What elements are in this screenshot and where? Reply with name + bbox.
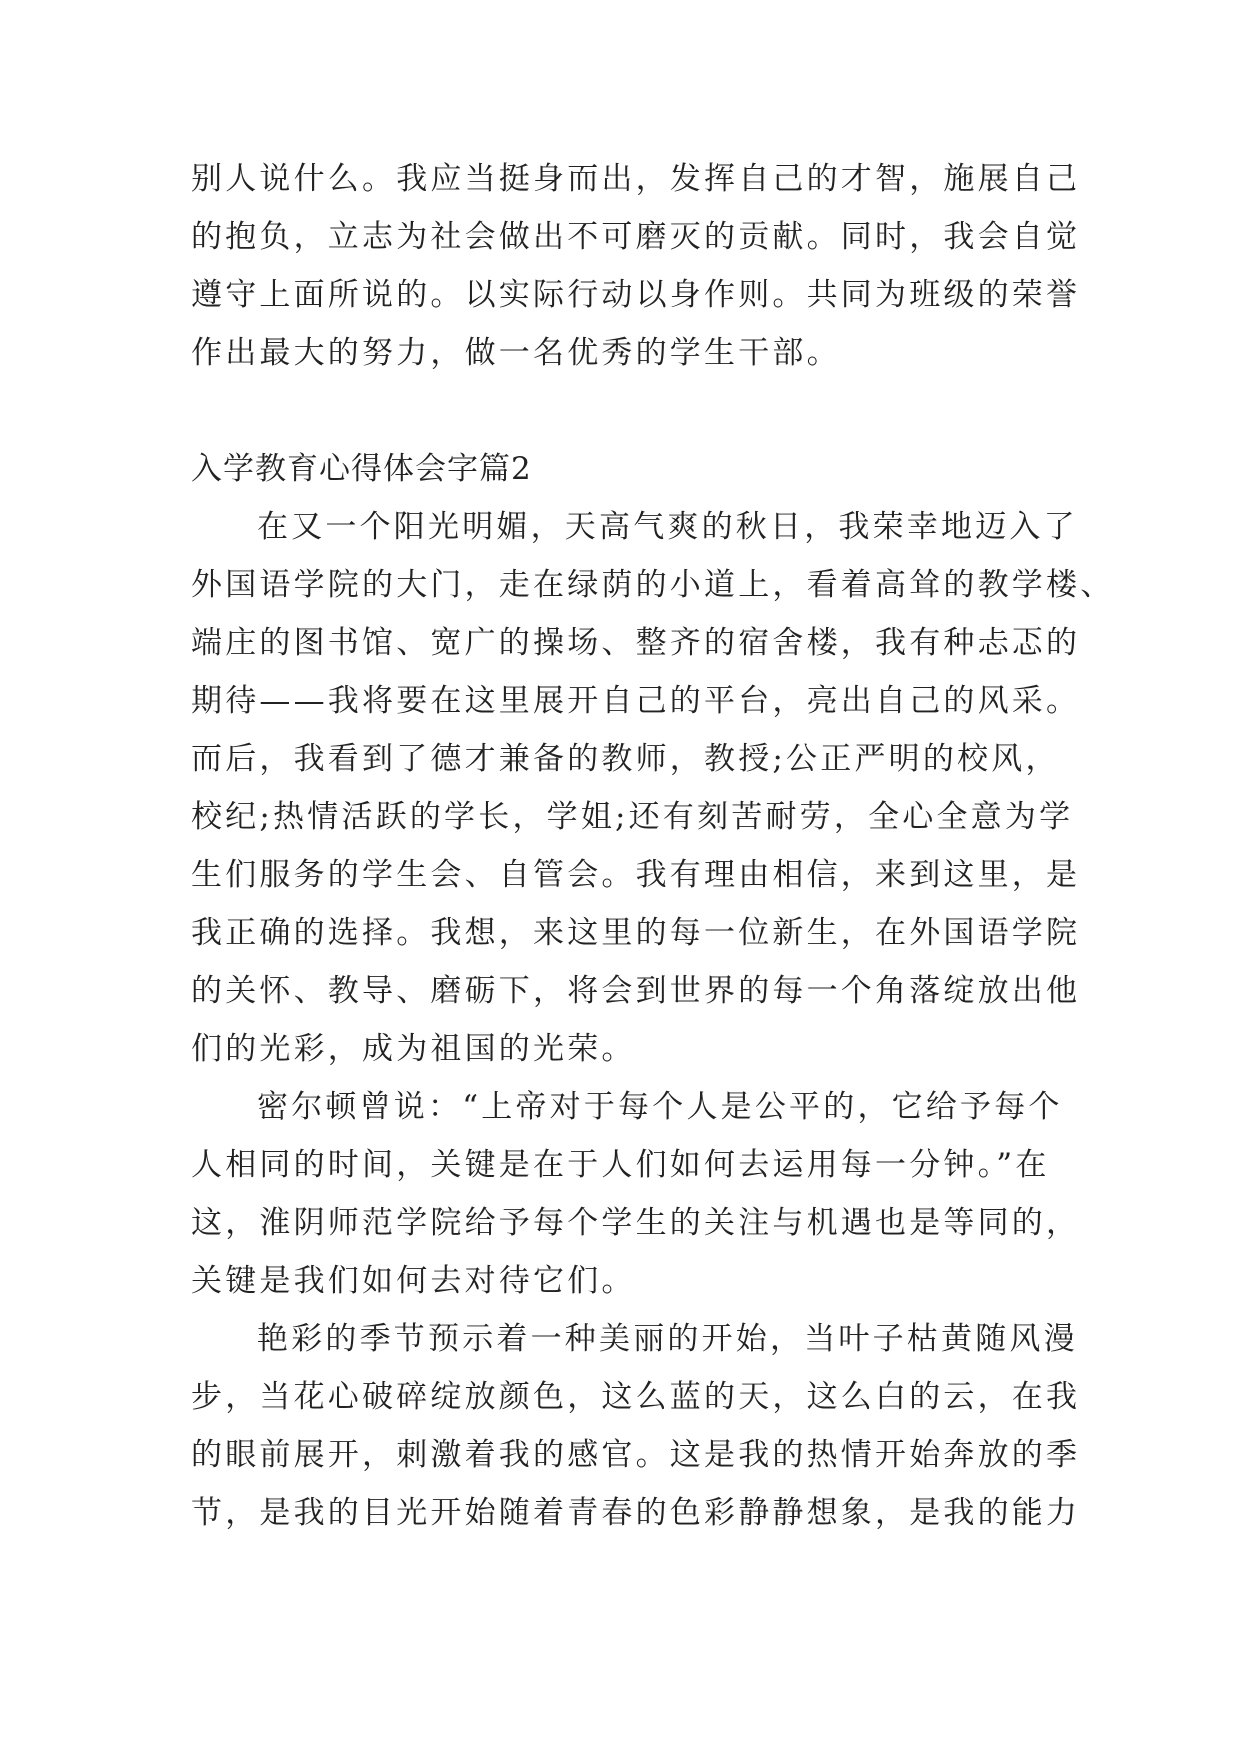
text-line: 步，当花心破碎绽放颜色，这么蓝的天，这么白的云，在我 <box>191 1379 1081 1415</box>
paragraph-1 <box>191 498 1115 1078</box>
text-line: 我正确的选择。我想，来这里的每一位新生，在外国语学院 <box>191 915 1081 951</box>
text-line: 的抱负，立志为社会做出不可磨灭的贡献。同时，我会自觉 <box>191 219 1081 255</box>
text-line: 遵守上面所说的。以实际行动以身作则。共同为班级的荣誉 <box>191 277 1081 313</box>
text-line: 校纪;热情活跃的学长，学姐;还有刻苦耐劳，全心全意为学 <box>191 799 1074 835</box>
text-line: 外国语学院的大门，走在绿荫的小道上，看着高耸的教学楼、 <box>191 567 1115 603</box>
text-line: 关键是我们如何去对待它们。 <box>191 1263 636 1299</box>
text-line: 生们服务的学生会、自管会。我有理由相信，来到这里，是 <box>191 857 1081 893</box>
document-body <box>191 150 1115 1542</box>
section-title: 入学教育心得体会字篇2 <box>191 451 532 487</box>
text-line: 在又一个阳光明媚，天高气爽的秋日，我荣幸地迈入了 <box>257 509 1078 545</box>
text-line: 密尔顿曾说：“上帝对于每个人是公平的，它给予每个 <box>257 1089 1063 1125</box>
text-line: 而后，我看到了德才兼备的教师，教授;公正严明的校风， <box>191 741 1060 777</box>
text-line: 别人说什么。我应当挺身而出，发挥自己的才智，施展自己 <box>191 161 1081 197</box>
text-line: 端庄的图书馆、宽广的操场、整齐的宿舍楼，我有种忐忑的 <box>191 625 1081 661</box>
text-line: 期待——我将要在这里展开自己的平台，亮出自己的风采。 <box>191 683 1081 719</box>
paragraph-spacer <box>191 382 1071 440</box>
paragraph-intro <box>191 150 1081 382</box>
text-line: 作出最大的努力，做一名优秀的学生干部。 <box>191 335 841 371</box>
text-line: 艳彩的季节预示着一种美丽的开始，当叶子枯黄随风漫 <box>257 1321 1078 1357</box>
paragraph-2 <box>191 1078 1081 1310</box>
text-line: 的关怀、教导、磨砺下，将会到世界的每一个角落绽放出他 <box>191 973 1081 1009</box>
paragraph-3 <box>191 1310 1081 1542</box>
text-line: 节，是我的目光开始随着青春的色彩静静想象，是我的能力 <box>191 1495 1081 1531</box>
text-line: 人相同的时间，关键是在于人们如何去运用每一分钟。”在 <box>191 1147 1050 1183</box>
text-line: 们的光彩，成为祖国的光荣。 <box>191 1031 636 1067</box>
text-line: 的眼前展开，刺激着我的感官。这是我的热情开始奔放的季 <box>191 1437 1081 1473</box>
text-line: 这，淮阴师范学院给予每个学生的关注与机遇也是等同的， <box>191 1205 1081 1241</box>
